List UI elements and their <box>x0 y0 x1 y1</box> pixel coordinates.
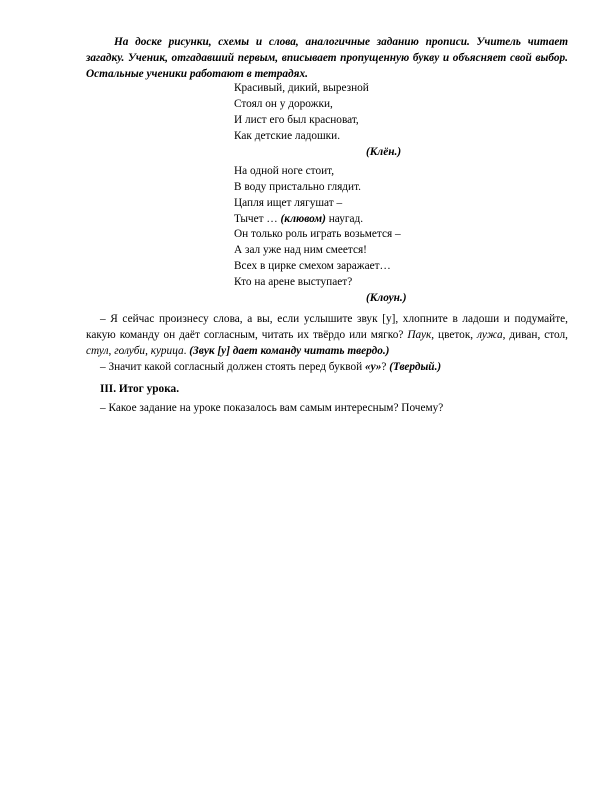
riddle-line: На одной ноге стоит, <box>234 165 335 177</box>
final-question: – Какое задание на уроке показалось вам самым интересным? Почему? <box>100 402 444 414</box>
word-separator: , цветок, <box>431 329 478 341</box>
riddle-answer: (Клён.) <box>366 146 402 158</box>
riddle-line: Кто на арене выступает? <box>234 276 353 288</box>
intro-paragraph: На доске рисунки, схемы и слова, аналогичные заданию прописи. Учитель читает загадку. Ученик, отгадавший первым, вписывает пропущенную букву и объясняет свой выбор. Остальные ученики работают в тетрадях. <box>86 36 568 80</box>
word-with-u: стул <box>86 345 109 357</box>
word-separator: . <box>183 345 190 357</box>
riddle-line: Тычет … (клювом) наугад. <box>234 213 364 225</box>
question-paragraph <box>86 311 568 359</box>
riddle-inline-answer: (клювом) <box>280 213 326 225</box>
riddle-line: Он только роль играть возьмется – <box>234 228 401 240</box>
riddle-maple <box>234 80 434 160</box>
word-with-u: Паук <box>407 329 432 341</box>
consonant-answer: (Твердый.) <box>389 361 442 373</box>
riddle-line: Всех в цирке смехом заражает… <box>234 260 391 272</box>
word-with-u: лужа <box>477 329 503 341</box>
question-hint: (Звук [у] дает команду читать твердо.) <box>189 345 390 357</box>
question-text: – Я сейчас произнесу слова, а вы, если услышите звук [у], хлопните в ладоши и подумайте, какую команду он даёт согласным, читать их твёрдо или мягко? <box>86 313 568 341</box>
word-with-u: голуби <box>114 345 146 357</box>
word-separator: , диван, стол, <box>502 329 568 341</box>
riddle-clown <box>234 226 434 306</box>
riddle-line: И лист его был красноват, <box>234 114 359 126</box>
riddle-line: Как детские ладошки. <box>234 130 341 142</box>
riddle-answer: (Клоун.) <box>366 292 407 304</box>
riddle-line: Цапля ищет лягушат – <box>234 197 343 209</box>
riddle-heron <box>234 163 434 227</box>
word-separator: , <box>145 345 151 357</box>
word-separator: , <box>108 345 115 357</box>
consonant-paragraph <box>86 359 568 375</box>
consonant-punct: ? <box>381 361 390 373</box>
riddle-line: Стоял он у дорожки, <box>234 98 333 110</box>
riddle-line: В воду пристально глядит. <box>234 181 362 193</box>
consonant-letter: «у» <box>365 361 382 373</box>
riddle-line: А зал уже над ним смеется! <box>234 244 367 256</box>
word-with-u: курица <box>150 345 184 357</box>
consonant-text: – Значит какой согласный должен стоять перед буквой <box>100 361 366 373</box>
section-heading: III. Итог урока. <box>100 383 180 395</box>
riddle-line: Красивый, дикий, вырезной <box>234 82 369 94</box>
